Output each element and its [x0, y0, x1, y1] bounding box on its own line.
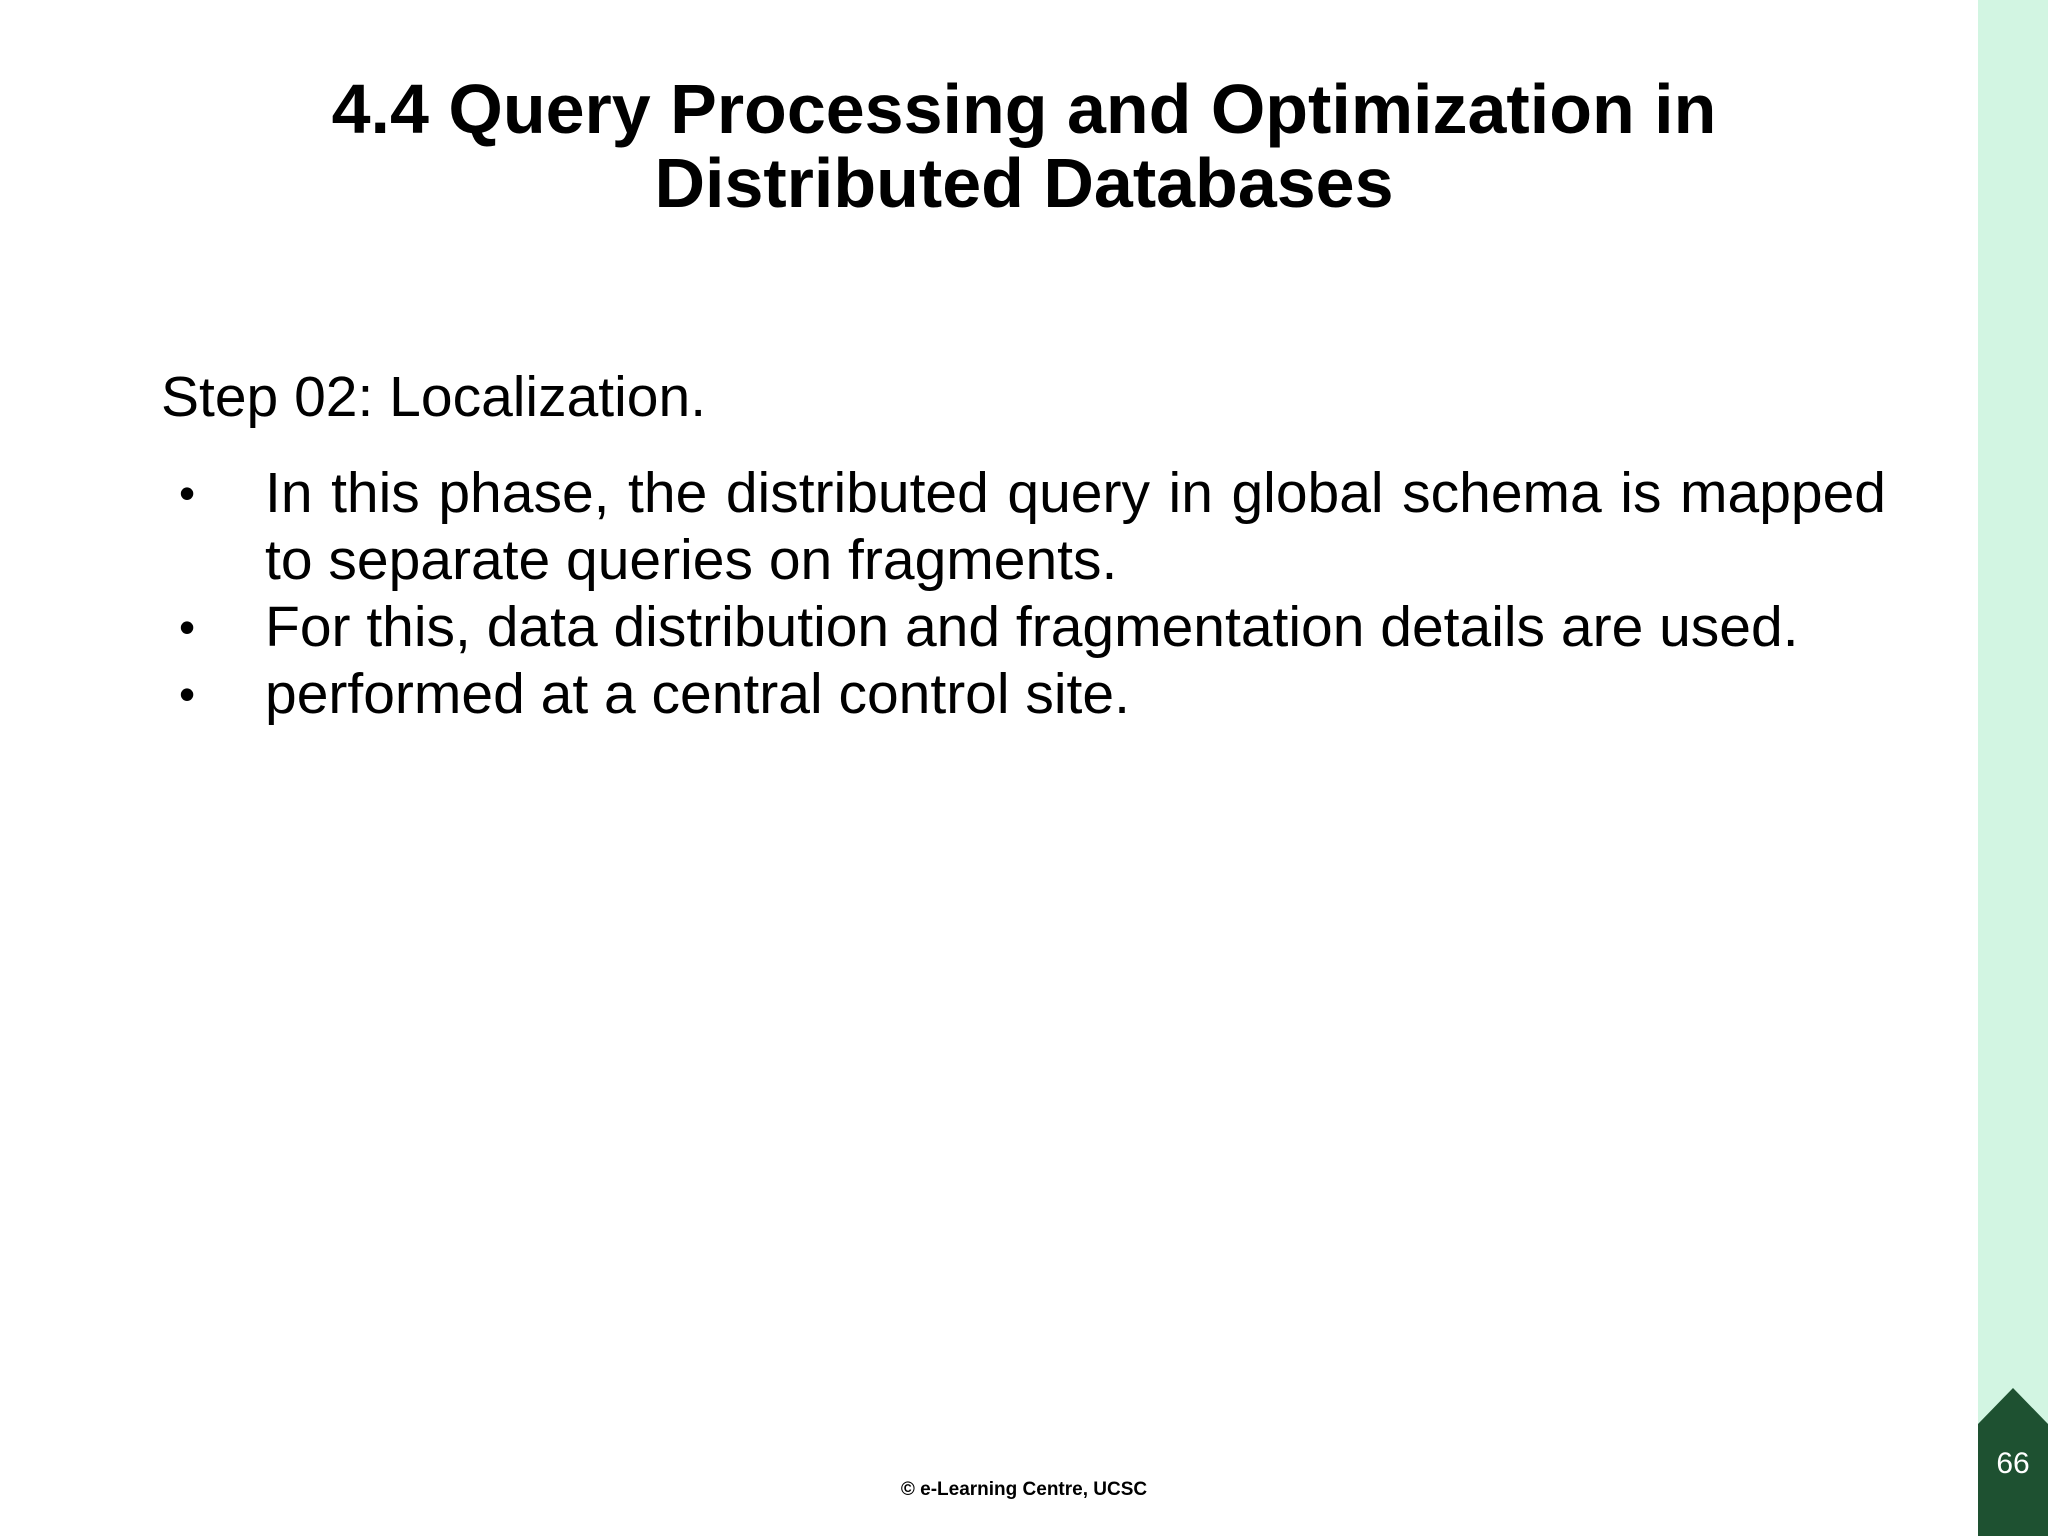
title-line-1: 4.4 Query Processing and Optimization in	[331, 70, 1717, 148]
step-heading: Step 02: Localization.	[161, 365, 707, 429]
bullet-text: performed at a central control site.	[265, 662, 1130, 726]
bullet-item	[161, 594, 1886, 661]
page-number: 66	[1996, 1447, 2030, 1480]
bullet-item	[161, 661, 1886, 728]
bullet-marker: •	[179, 601, 196, 653]
bullet-list	[161, 460, 1886, 728]
bullet-marker: •	[179, 668, 196, 720]
bullet-marker: •	[179, 467, 196, 519]
footer-copyright: © e-Learning Centre, UCSC	[900, 1479, 1148, 1500]
bullet-text: In this phase, the distributed query in global schema is mapped to separate queries on fragments.	[265, 461, 1886, 592]
bullet-item	[161, 460, 1886, 594]
side-accent-strip	[1978, 0, 2048, 1536]
title-line-2: Distributed Databases	[654, 144, 1394, 222]
page-number-badge	[1978, 1386, 2048, 1536]
slide-title	[0, 72, 2048, 220]
bullet-text: For this, data distribution and fragmentation details are used.	[265, 595, 1799, 659]
